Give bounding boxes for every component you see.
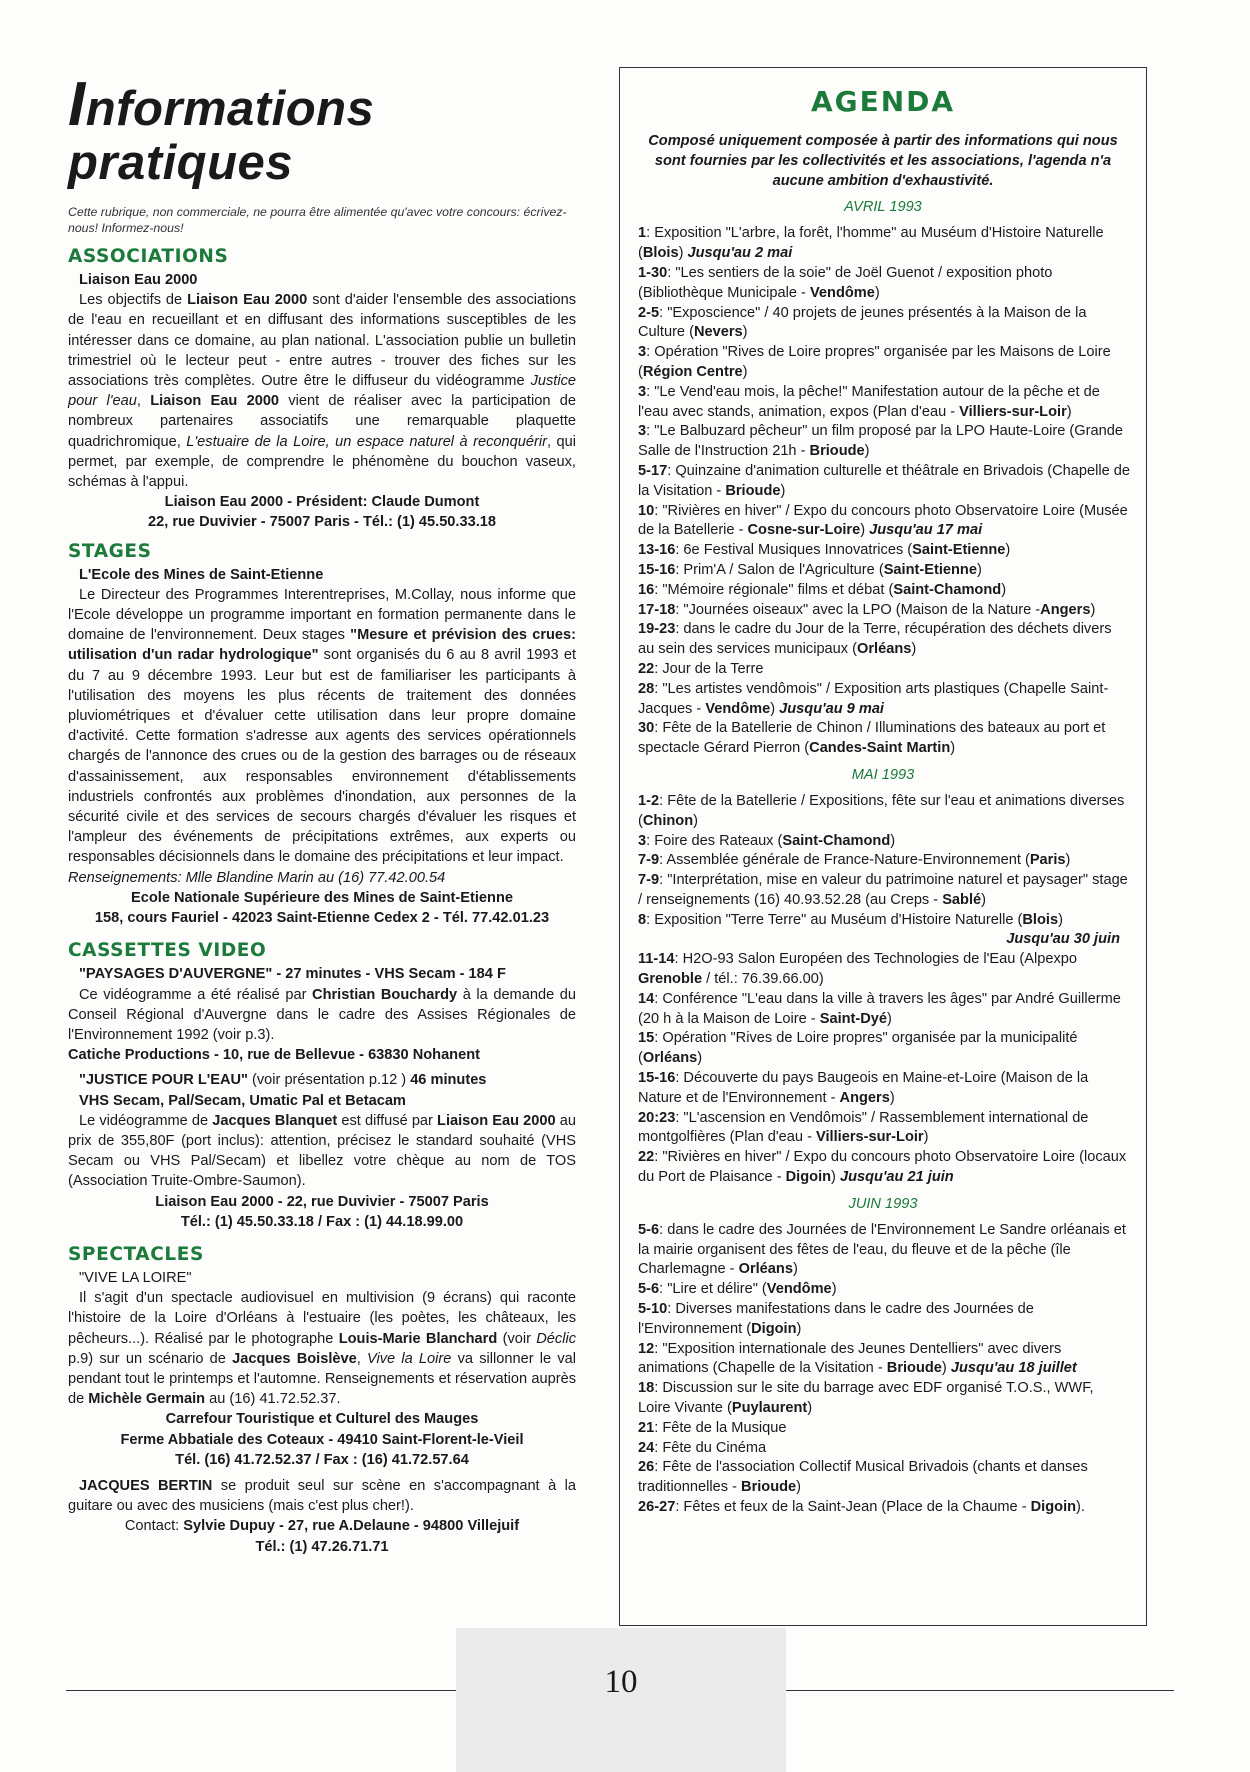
intro-note: Cette rubrique, non commerciale, ne pourra être alimentée qu'avec votre concours: écrivez-nous! Informez-nous!	[68, 205, 567, 235]
agenda-event: 20:23: "L'ascension en Vendômois" / Rassemblement international de montgolfières (Plan d'eau - Villiers-sur-Loir)	[638, 1109, 1089, 1146]
associations-contact-2: 22, rue Duvivier - 75007 Paris - Tél.: (1) 45.50.33.18	[147, 514, 496, 531]
cassette-1-title: "PAYSAGES D'AUVERGNE" - 27 minutes - VHS Secam - 184 F	[79, 966, 506, 983]
spectacle-title: "VIVE LA LOIRE"	[79, 1269, 192, 1286]
agenda-month-heading: AVRIL 1993	[844, 199, 922, 216]
spectacle-contact-2: Ferme Abbatiale des Coteaux - 49410 Saint-Florent-le-Vieil	[120, 1431, 524, 1448]
cassette-2-contact-2: Tél.: (1) 45.50.33.18 / Fax : (1) 44.18.99.00	[180, 1213, 464, 1230]
agenda-event: 3: "Le Balbuzard pêcheur" un film proposé par la LPO Haute-Loire (Grande Salle de l'Instruction 21h - Brioude)	[638, 423, 1123, 460]
agenda-event: 26: Fête de l'association Collectif Musical Brivadois (chants et danses traditionnelles - Brioude)	[638, 1459, 1088, 1496]
agenda-event: 16: "Mémoire régionale" films et débat (Saint-Chamond)	[638, 581, 1007, 598]
agenda-event: 13-16: 6e Festival Musiques Innovatrices (Saint-Etienne)	[638, 542, 1011, 559]
agenda-event: 5-6: "Lire et délire" (Vendôme)	[638, 1281, 837, 1298]
agenda-event: 3: Foire des Rateaux (Saint-Chamond)	[638, 832, 896, 849]
cassette-2-title: "JUSTICE POUR L'EAU" (voir présentation p.12 ) 46 minutes	[79, 1072, 487, 1089]
stages-text: Le Directeur des Programmes Interentreprises, M.Collay, nous informe que l'Ecole développe un programme important en formation permanente dans le domaine de l'environnement. Deux stages "Mesure et prévision des crues: utilisation d'un radar hydrologique" sont organisés du 6 au 8 avril 1993 et du 7 au 9 décembre 1993. Leur but est de familiariser les participants à l'utilisation des moyens les plus récents de traitement des données pluviométriques et d'évaluer cette utilisation dans leur propre domaine d'activité. Cette formation s'adresse aux agents des services opérationnels chargés de l'annonce des crues ou de la gestion des barrages ou de réseaux d'assainissement, aux responsables environnement d'établissements industriels confrontés aux problèmes d'inondation, aux personnes de la sécurité civile et des services de secours chargés d'évaluer les risques et l'ampleur des événements de précipitations extrêmes, aux experts ou responsables décisionnels dans le domaine des précipitations et leur impact.	[68, 586, 577, 866]
section-heading-associations: ASSOCIATIONS	[68, 246, 229, 267]
agenda-event: 7-9: Assemblée générale de France-Nature-Environnement (Paris)	[638, 852, 1071, 869]
cassette-2-contact-1: Liaison Eau 2000 - 22, rue Duvivier - 75007 Paris	[155, 1193, 489, 1210]
subtitle-liaison: Liaison Eau 2000	[79, 272, 198, 288]
cassette-2-formats: VHS Secam, Pal/Secam, Umatic Pal et Betacam	[79, 1092, 406, 1109]
agenda-event: 1: Exposition "L'arbre, la forêt, l'homme" au Muséum d'Histoire Naturelle (Blois) Jusqu'au 2 mai	[638, 225, 1104, 262]
agenda-event: 1-30: "Les sentiers de la soie" de Joël Guenot / exposition photo (Bibliothèque Municipale - Vendôme)	[638, 264, 1053, 301]
agenda-event: 22: "Rivières en hiver" / Expo du concours photo Observatoire Loire (locaux du Port de Plaisance - Digoin) Jusqu'au 21 juin	[638, 1149, 1127, 1186]
bertin-contact: Contact: Sylvie Dupuy - 27, rue A.Delaune - 94800 Villejuif	[124, 1518, 520, 1535]
footer-rule-right	[786, 1690, 1174, 1691]
spectacle-text: Il s'agit d'un spectacle audiovisuel en multivision (9 écrans) qui raconte l'histoire de la Loire d'Orléans à l'estuaire (les poètes, les châteaux, les pêcheurs...). Réalisé par le photographe Louis-Marie Blanchard (voir Déclic p.9) sur un scénario de Jacques Boislève, Vive la Loire va sillonner le val pendant tout le printemps et l'automne. Renseignements et réservation auprès de Michèle Germain au (16) 41.72.52.37.	[68, 1290, 577, 1408]
agenda-event: 22: Jour de la Terre	[638, 660, 764, 677]
cassette-1-text: Ce vidéogramme a été réalisé par Christian Bouchardy à la demande du Conseil Régional d'Auvergne dans le cadre des Assises Régionales de l'Environnement 1992 (voir p.3).	[68, 986, 576, 1043]
cassette-1-contact: Catiche Productions - 10, rue de Bellevue - 63830 Nohanent	[68, 1047, 480, 1064]
agenda-intro: Composé uniquement composée à partir des informations qui nous sont fournies par les collectivités et les associations, l'agenda n'a aucune ambition d'exhaustivité.	[648, 133, 1118, 189]
footer-rule-left	[66, 1690, 456, 1691]
associations-contact-1: Liaison Eau 2000 - Président: Claude Dumont	[164, 494, 480, 511]
agenda-event: 28: "Les artistes vendômois" / Exposition arts plastiques (Chapelle Saint-Jacques - Vendôme) Jusqu'au 9 mai	[638, 680, 1109, 717]
section-heading-spectacles: SPECTACLES	[68, 1243, 204, 1265]
agenda-event: 7-9: "Interprétation, mise en valeur du patrimoine naturel et paysager" stage / renseignements (16) 40.93.52.28 (au Creps - Sablé)	[638, 872, 1128, 908]
spectacle-contact-3: Tél. (16) 41.72.52.37 / Fax : (16) 41.72.57.64	[175, 1451, 469, 1468]
agenda-event: 3: Opération "Rives de Loire propres" organisée par les Maisons de Loire (Région Centre)	[638, 344, 1111, 380]
agenda-event: 26-27: Fêtes et feux de la Saint-Jean (Place de la Chaume - Digoin).	[638, 1499, 1085, 1515]
stages-renseignements: Renseignements: Mlle Blandine Marin au (16) 77.42.00.54	[68, 869, 446, 886]
section-heading-stages: STAGES	[68, 540, 152, 562]
associations-text: Les objectifs de Liaison Eau 2000 sont d'aider l'ensemble des associations de l'eau en recueillant et en diffusant des informations susceptibles de les intéresser dans ce domaine, au plan national. L'association publie un bulletin trimestriel où le lecteur peut - entre autres - trouver des fiches sur les associations très complètes. Outre être le diffuseur du vidéogramme Justice pour l'eau, Liaison Eau 2000 vient de réaliser avec la participation de nombreux partenaires associatifs une remarquable plaquette quadrichromique, L'estuaire de la Loire, un espace naturel à reconquérir, qui permet, par exemple, de comprendre le phénomène du bouchon vaseux, schémas à l'appui.	[68, 292, 576, 491]
page-number: 10	[604, 1664, 638, 1700]
page-title: Informations pratiques	[68, 70, 375, 190]
agenda-event: 24: Fête du Cinéma	[638, 1439, 767, 1456]
agenda-months	[620, 199, 1146, 1517]
bertin-text: JACQUES BERTIN se produit seul sur scène en s'accompagnant à la guitare ou avec des musiciens (mais c'est plus cher!).	[68, 1477, 576, 1515]
agenda-event: 5-10: Diverses manifestations dans le cadre des Journées de l'Environnement (Digoin)	[638, 1301, 1034, 1337]
agenda-event: 14: Conférence "L'eau dans la ville à travers les âges" par André Guillerme (20 h à la Maison de Loire - Saint-Dyé)	[638, 990, 1121, 1027]
agenda-event: 17-18: "Journées oiseaux" avec la LPO (Maison de la Nature -Angers)	[638, 601, 1096, 618]
agenda-event: 5-17: Quinzaine d'animation culturelle et théâtrale en Brivadois (Chapelle de la Visitation - Brioude)	[638, 462, 1130, 499]
agenda-event: 12: "Exposition internationale des Jeunes Dentelliers" avec divers animations (Chapelle de la Visitation - Brioude) Jusqu'au 18 juillet	[638, 1340, 1077, 1377]
agenda-event: 19-23: dans le cadre du Jour de la Terre, récupération des déchets divers au sein des services municipaux (Orléans)	[638, 621, 1112, 658]
agenda-event: 15-16: Prim'A / Salon de l'Agriculture (Saint-Etienne)	[638, 561, 982, 578]
agenda-event: 18: Discussion sur le site du barrage avec EDF organisé T.O.S., WWF, Loire Vivante (Puylaurent)	[638, 1380, 1094, 1417]
agenda-event: 8: Exposition "Terre Terre" au Muséum d'Histoire Naturelle (Blois) Jusqu'au 30 juin	[638, 911, 1120, 948]
agenda-event: 5-6: dans le cadre des Journées de l'Environnement Le Sandre orléanais et la mairie organisent des fêtes de l'eau, du fleuve et de la pêche (île Charlemagne - Orléans)	[638, 1221, 1126, 1278]
bertin-tel: Tél.: (1) 47.26.71.71	[255, 1538, 389, 1555]
agenda-event: 30: Fête de la Batellerie de Chinon / Illuminations des bateaux au port et spectacle Gérard Pierron (Candes-Saint Martin)	[638, 720, 1106, 757]
agenda-event: 3: "Le Vend'eau mois, la pêche!" Manifestation autour de la pêche et de l'eau avec stands, animation, expos (Plan d'eau - Villiers-sur-Loir)	[638, 383, 1100, 420]
subtitle-ecole-mines: L'Ecole des Mines de Saint-Etienne	[79, 566, 324, 583]
agenda-month-heading: MAI 1993	[851, 766, 915, 783]
cassette-2-text: Le vidéogramme de Jacques Blanquet est diffusé par Liaison Eau 2000 au prix de 355,80F (port inclus): attention, précisez le standard souhaité (VHS Secam ou VHS Pal/Secam) et libellez votre chèque au nom de TOS (Association Truite-Ombre-Saumon).	[68, 1112, 576, 1190]
agenda-event: 10: "Rivières en hiver" / Expo du concours photo Observatoire Loire (Musée de la Batellerie - Cosne-sur-Loire) Jusqu'au 17 mai	[638, 502, 1128, 539]
agenda-title: AGENDA	[810, 85, 956, 118]
stages-contact-1: Ecole Nationale Supérieure des Mines de Saint-Etienne	[131, 889, 513, 906]
left-column	[68, 70, 577, 1557]
agenda-event: 11-14: H2O-93 Salon Européen des Technologies de l'Eau (Alpexpo Grenoble / tél.: 76.39.66.00)	[638, 951, 1078, 988]
agenda-event: 1-2: Fête de la Batellerie / Expositions, fête sur l'eau et animations diverses (Chinon)	[638, 792, 1125, 829]
agenda-box	[619, 67, 1147, 1626]
agenda-event: 21: Fête de la Musique	[638, 1419, 787, 1436]
stages-contact-2: 158, cours Fauriel - 42023 Saint-Etienne Cedex 2 - Tél. 77.42.01.23	[94, 910, 550, 927]
agenda-month-heading: JUIN 1993	[848, 1195, 918, 1212]
agenda-event: 2-5: "Exposcience" / 40 projets de jeunes présentés à la Maison de la Culture (Nevers)	[638, 304, 1087, 341]
spectacle-contact-1: Carrefour Touristique et Culturel des Mauges	[165, 1411, 479, 1428]
agenda-event: 15: Opération "Rives de Loire propres" organisée par la municipalité (Orléans)	[638, 1030, 1078, 1067]
section-heading-cassettes: CASSETTES VIDEO	[68, 940, 267, 962]
agenda-event: 15-16: Découverte du pays Baugeois en Maine-et-Loire (Maison de la Nature et de l'Environnement - Angers)	[638, 1070, 1089, 1106]
